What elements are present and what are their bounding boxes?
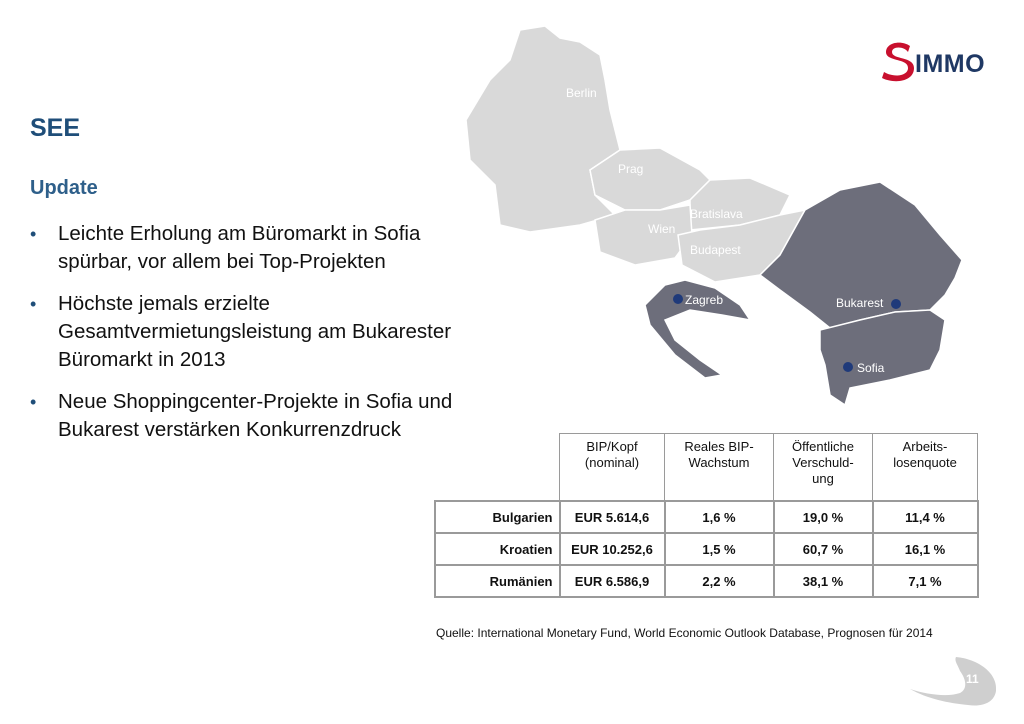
page-wave-icon [908, 655, 1000, 707]
bullet-text: Leichte Erholung am Büromarkt in Sofia spürbar, vor allem bei Top-Projekten [58, 222, 421, 273]
city-dot-zagreb [673, 294, 683, 304]
map-label-sofia: Sofia [857, 361, 885, 375]
logo-text: IMMO [915, 50, 986, 78]
page-title: SEE [30, 114, 81, 142]
bullet-list [30, 220, 480, 458]
table-cell: 2,2 % [665, 565, 774, 597]
country-cell: Rumänien [435, 565, 560, 597]
map-label-budapest: Budapest [690, 243, 741, 257]
map-label-prag: Prag [618, 162, 644, 176]
bullet-item [30, 220, 480, 276]
table-cell: 7,1 % [873, 565, 978, 597]
table-cell: EUR 6.586,9 [560, 565, 665, 597]
map-label-wien: Wien [648, 222, 676, 236]
table-cell: 16,1 % [873, 533, 978, 565]
table-cell: 1,6 % [665, 501, 774, 533]
table-cell: 60,7 % [774, 533, 873, 565]
table-cell: 1,5 % [665, 533, 774, 565]
table-header-row [435, 434, 978, 502]
bullet-icon: • [30, 224, 37, 244]
country-cell: Bulgarien [435, 501, 560, 533]
bullet-icon: • [30, 392, 37, 412]
city-dot-sofia [843, 362, 853, 372]
map-label-zagreb: Zagreb [685, 293, 724, 307]
bullet-item [30, 290, 480, 374]
table-cell: EUR 5.614,6 [560, 501, 665, 533]
table-cell: 38,1 % [774, 565, 873, 597]
table-row [435, 501, 978, 533]
bullet-text: Höchste jemals erzielte Gesamtvermietungsleistung am Bukarester Büromarkt in 2013 [58, 292, 452, 371]
table-corner-cell [435, 434, 560, 502]
column-header-verschuldung: Öffentliche Verschuld- ung [774, 434, 873, 502]
city-dot-bukarest [891, 299, 901, 309]
map-label-bratislava: Bratislava [690, 207, 743, 221]
map-label-bukarest: Bukarest [836, 296, 884, 310]
table-cell: 19,0 % [774, 501, 873, 533]
see-region-map [460, 20, 980, 420]
column-header-bip-kopf: BIP/Kopf (nominal) [560, 434, 665, 502]
country-cell: Kroatien [435, 533, 560, 565]
column-header-bip-wachstum: Reales BIP- Wachstum [665, 434, 774, 502]
map-region-germany [466, 26, 620, 232]
table-row [435, 565, 978, 597]
table-cell: EUR 10.252,6 [560, 533, 665, 565]
page-number: 11 [966, 672, 979, 686]
bullet-text: Neue Shoppingcenter-Projekte in Sofia und Bukarest verstärken Konkurrenzdruck [58, 390, 453, 441]
bullet-icon: • [30, 294, 37, 314]
source-note: Quelle: International Monetary Fund, World Economic Outlook Database, Prognosen für 2014 [436, 626, 933, 640]
table-cell: 11,4 % [873, 501, 978, 533]
column-header-arbeitslosenquote: Arbeits- losenquote [873, 434, 978, 502]
table-row [435, 533, 978, 565]
map-label-berlin: Berlin [566, 86, 597, 100]
bullet-item [30, 388, 480, 444]
economic-indicators-table [434, 433, 979, 598]
section-subtitle: Update [30, 177, 98, 199]
